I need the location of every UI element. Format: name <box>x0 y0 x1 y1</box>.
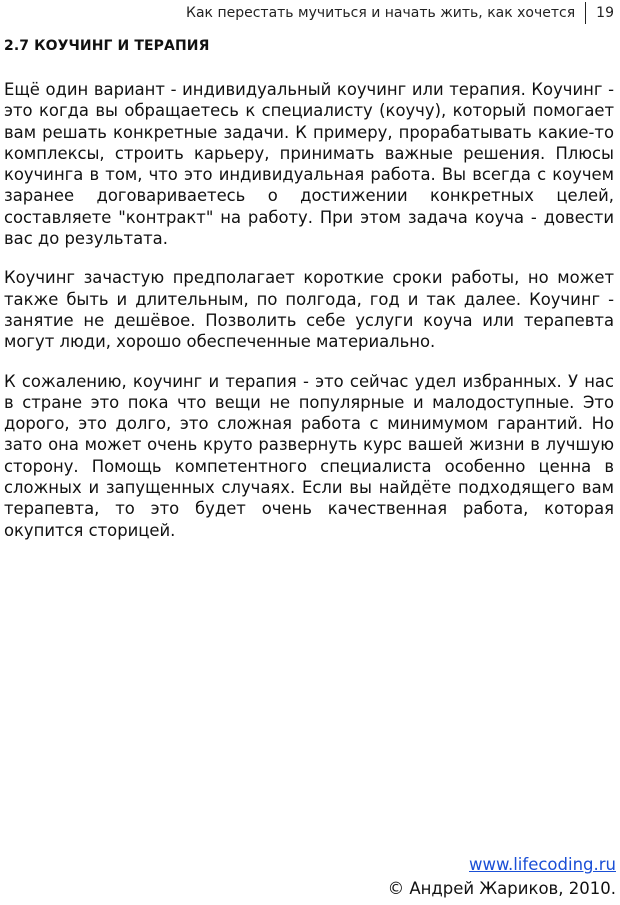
page-content <box>4 38 614 559</box>
running-header <box>186 2 614 24</box>
header-divider <box>585 2 586 24</box>
section-title: 2.7 КОУЧИНГ И ТЕРАПИЯ <box>4 38 210 54</box>
running-title: Как перестать мучиться и начать жить, как хочется <box>186 5 576 21</box>
paragraph-1: Ещё один вариант - индивидуальный коучинг или терапия. Коучинг - это когда вы обращаетесь к специалисту (коучу), который помогает вам решать конкретные задачи. К примеру, прорабатывать какие-то комплексы, строить карьеру, принимать важные решения. Плюсы коучинга в том, что это индивидуальная работа. Вы всегда с коучем заранее договариваетесь о достижении конкретных целей, составляете "контракт" на работу. При этом задача коуча - довести вас до результата. <box>4 80 614 249</box>
website-link[interactable]: www.lifecoding.ru <box>469 855 616 874</box>
footer <box>388 853 616 901</box>
copyright-text: © Андрей Жариков, 2010. <box>387 879 616 898</box>
page-number: 19 <box>596 5 614 21</box>
paragraph-3: К сожалению, коучинг и терапия - это сейчас удел избранных. У нас в стране это пока что вещи не популярные и малодоступные. Это дорого, это долго, это сложная работа с минимумом гарантий. Но зато она может очень круто развернуть курс вашей жизни в лучшую сторону. Помощь компетентного специалиста особенно ценна в сложных и запущенных случаях. Если вы найдёте подходящего вам терапевта, то это будет очень качественная работа, которая окупится сторицей. <box>4 371 614 540</box>
paragraph-2: Коучинг зачастую предполагает короткие сроки работы, но может также быть и длительным, по полгода, год и так далее. Коучинг - занятие не дешёвое. Позволить себе услуги коуча или терапевта могут люди, хорошо обеспеченные материально. <box>4 268 614 352</box>
